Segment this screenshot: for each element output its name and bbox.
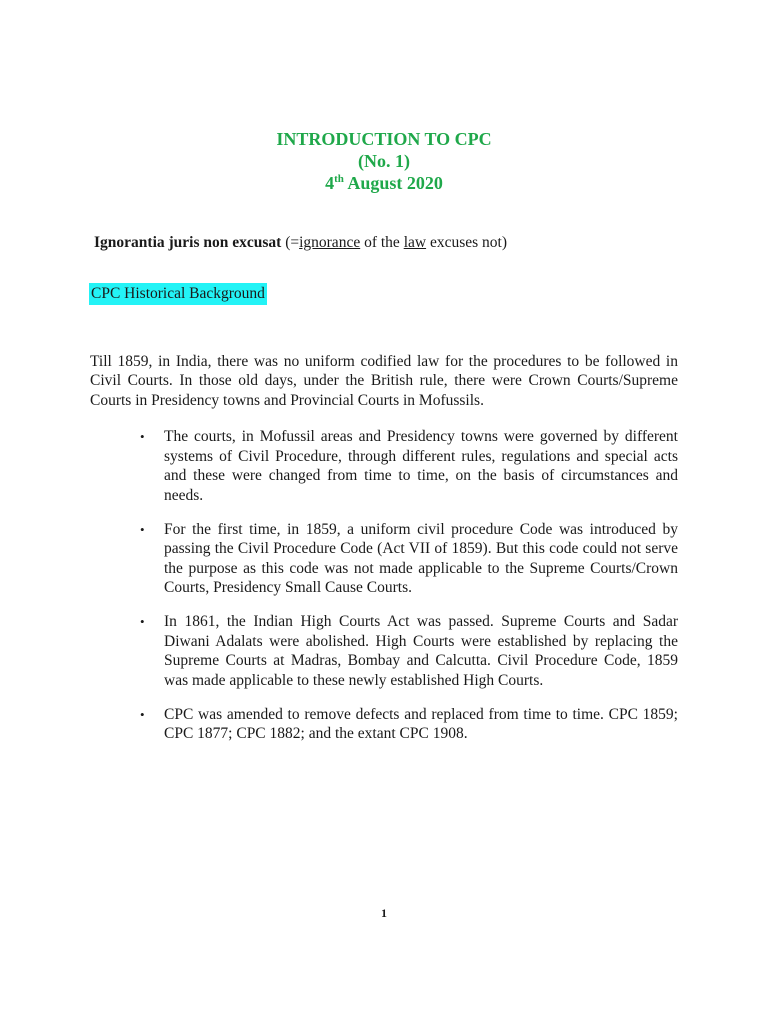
- maxim-word-law: law: [403, 234, 427, 251]
- bullet-icon: •: [140, 614, 145, 629]
- title-date: [0, 172, 768, 194]
- date-suffix: th: [334, 173, 344, 185]
- date-month-year: August 2020: [343, 173, 443, 193]
- list-item-text: In 1861, the Indian High Courts Act was passed. Supreme Courts and Sadar Diwani Adalats were abolished. High Courts were established by replacing the Supreme Courts at Madras, Bombay and Calcutta. Civil Procedure Code, 1859 was made applicable to these newly established High Courts.: [164, 613, 678, 689]
- maxim-close: excuses not): [426, 234, 507, 251]
- maxim-open: (=: [281, 234, 300, 251]
- list-item-text: CPC was amended to remove defects and replaced from time to time. CPC 1859; CPC 1877; CPC 1882; and the extant CPC 1908.: [164, 705, 678, 742]
- bullet-icon: •: [140, 429, 145, 444]
- intro-paragraph: Till 1859, in India, there was no uniform codified law for the procedures to be followed in Civil Courts. In those old days, under the British rule, there were Crown Courts/Supreme Courts in Presidency towns and Provincial Courts in Mofussils.: [90, 352, 678, 409]
- date-day: 4: [325, 173, 335, 193]
- bullet-list: [140, 427, 678, 758]
- latin-maxim: [94, 233, 507, 253]
- bullet-icon: •: [140, 706, 145, 722]
- list-item-text: The courts, in Mofussil areas and Presidency towns were governed by different systems of Civil Procedure, through different rules, regulations and special acts and these were changed from time to time, on the basis of circumstances and needs.: [164, 428, 678, 504]
- list-item: [140, 612, 678, 690]
- list-item: [140, 705, 678, 744]
- page-number: 1: [381, 906, 387, 920]
- bullet-icon: •: [140, 521, 145, 537]
- list-item: [140, 520, 678, 598]
- document-title: [0, 128, 768, 194]
- list-item-text: For the first time, in 1859, a uniform civil procedure Code was introduced by passing the Civil Procedure Code (Act VII of 1859). But this code could not serve the purpose as this code was not made applicable to the Supreme Courts/Crown Courts, Presidency Small Cause Courts.: [164, 520, 678, 596]
- list-item: [140, 427, 678, 505]
- maxim-mid: of the: [360, 234, 404, 251]
- maxim-word-ignorance: ignorance: [299, 234, 361, 251]
- section-heading: CPC Historical Background: [89, 283, 267, 305]
- maxim-latin: Ignorantia juris non excusat: [94, 234, 282, 251]
- title-line-1: INTRODUCTION TO CPC: [276, 129, 492, 149]
- title-line-2: (No. 1): [358, 151, 410, 171]
